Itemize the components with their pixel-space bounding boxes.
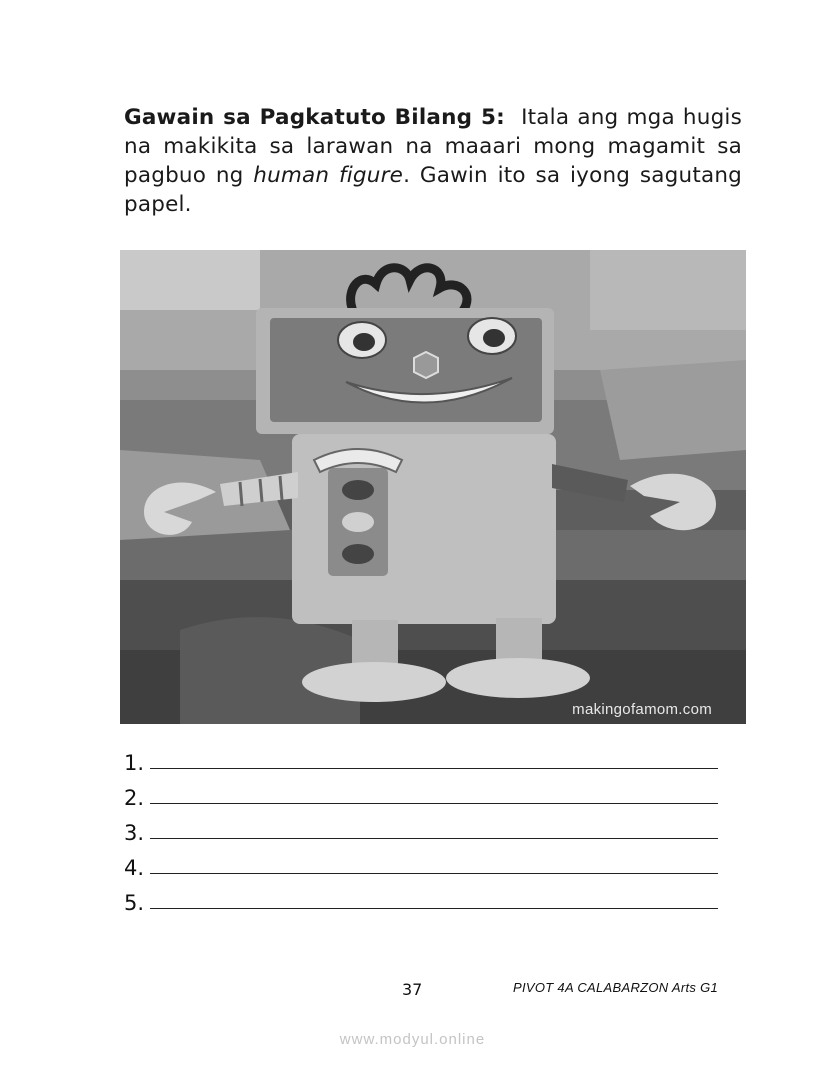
instruction-emphasis: human figure [253,163,404,188]
answer-number: 5. [124,891,145,915]
answer-row-1 [124,740,718,775]
answer-number: 1. [124,751,145,775]
answer-line[interactable] [150,907,718,909]
answer-number: 2. [124,786,145,810]
instruction-text-end: . Gawin ito sa iyong sagutang papel. [124,163,742,217]
site-watermark: www.modyul.online [339,1031,486,1048]
robot-illustration [120,250,746,724]
answer-line[interactable] [150,837,718,839]
instruction-text-start: Itala ang mga hugis na makikita sa larawan na maaari mong magamit sa pagbuo ng [124,105,743,188]
answer-number: 4. [124,856,145,880]
answer-line[interactable] [150,802,718,804]
photo-watermark: makingofamom.com [572,701,712,718]
answer-row-5 [124,880,718,915]
footer-label: PIVOT 4A CALABARZON Arts G1 [513,980,719,995]
page-number: 37 [402,980,423,999]
answer-row-3 [124,810,718,845]
answer-row-2 [124,775,718,810]
instruction-paragraph [124,103,742,219]
answer-row-4 [124,845,718,880]
answer-number: 3. [124,821,145,845]
answer-line[interactable] [150,872,718,874]
activity-title: Gawain sa Pagkatuto Bilang 5: [124,105,505,130]
answer-list [124,740,718,915]
robot-photo [120,250,746,724]
answer-line[interactable] [150,767,718,769]
